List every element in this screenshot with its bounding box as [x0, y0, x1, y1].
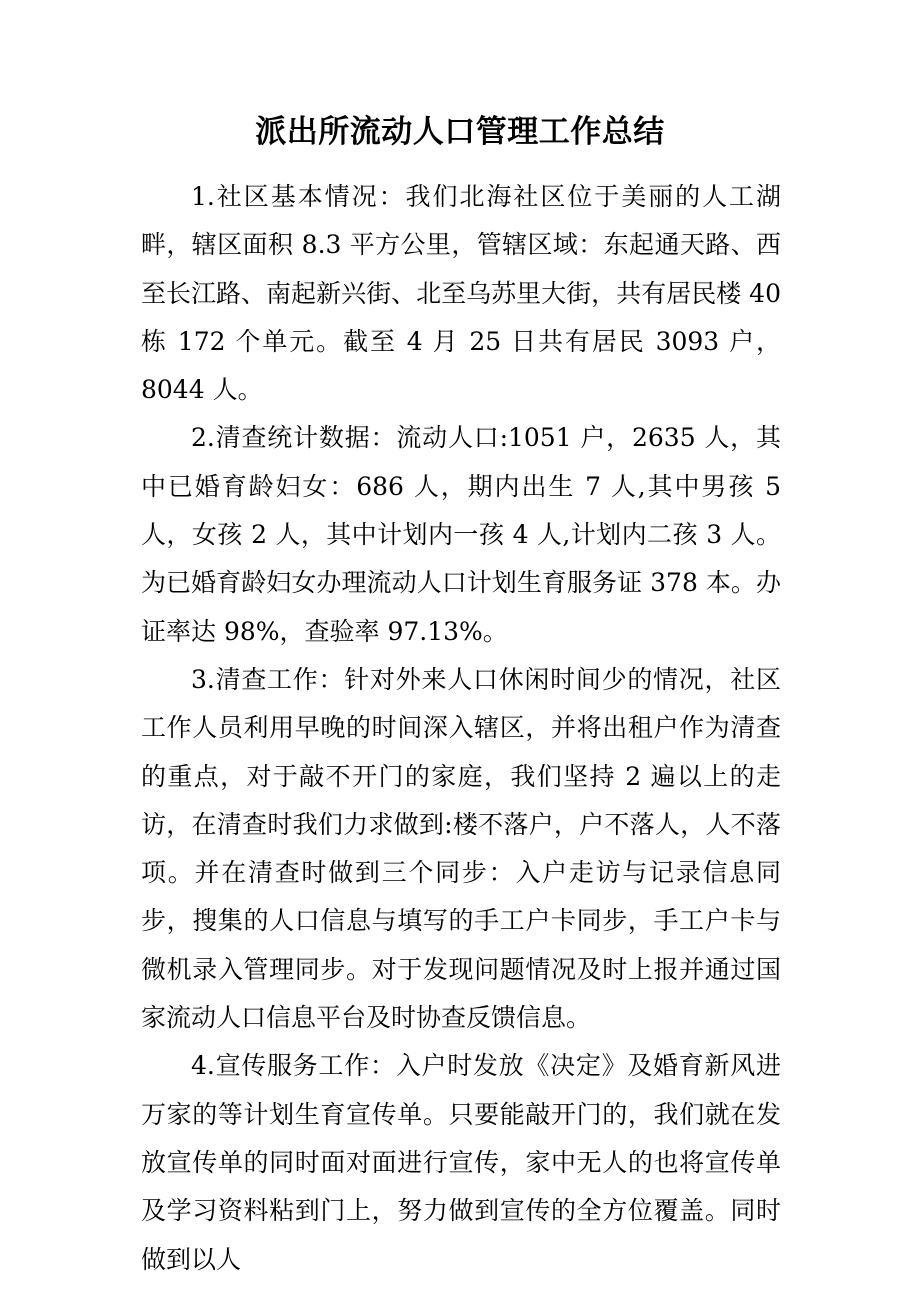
- paragraph-inspection-work: 3.清查工作：针对外来人口休闲时间少的情况，社区工作人员利用早晚的时间深入辖区，并将出租户作为清查的重点，对于敲不开门的家庭，我们坚持 2 遍以上的走访，在清查时我们力求做到:楼不落户，户不落人，人不落项。并在清查时做到三个同步：入户走访与记录信息同步，搜集的人口信息与填写的手工户卡同步，手工户卡与微机录入管理同步。对于发现问题情况及时上报并通过国家流动人口信息平台及时协查反馈信息。: [141, 664, 781, 1033]
- paragraph-statistics: 2.清查统计数据：流动人口:1051 户，2635 人，其中已婚育龄妇女：686 人，期内出生 7 人,其中男孩 5 人，女孩 2 人，其中计划内一孩 4 人,计划内二孩 3 人。为已婚育龄妇女办理流动人口计划生育服务证 378 本。办证率达 98%，查验率 97.13%。: [141, 423, 781, 646]
- document-body: [141, 173, 781, 1284]
- document-title: 派出所流动人口管理工作总结: [255, 114, 665, 150]
- paragraph-community-overview: 1.社区基本情况：我们北海社区位于美丽的人工湖畔，辖区面积 8.3 平方公里，管辖区域：东起通天路、西至长江路、南起新兴街、北至乌苏里大街，共有居民楼 40 栋 172 个单元。截至 4 月 25 日共有居民 3093 户，8044 人。: [141, 182, 781, 405]
- paragraph-publicity-service: 4.宣传服务工作：入户时发放《决定》及婚育新风进万家的等计划生育宣传单。只要能敲开门的，我们就在发放宣传单的同时面对面进行宣传，家中无人的也将宣传单及学习资料粘到门上，努力做到宣传的全方位覆盖。同时做到以人: [141, 1051, 781, 1274]
